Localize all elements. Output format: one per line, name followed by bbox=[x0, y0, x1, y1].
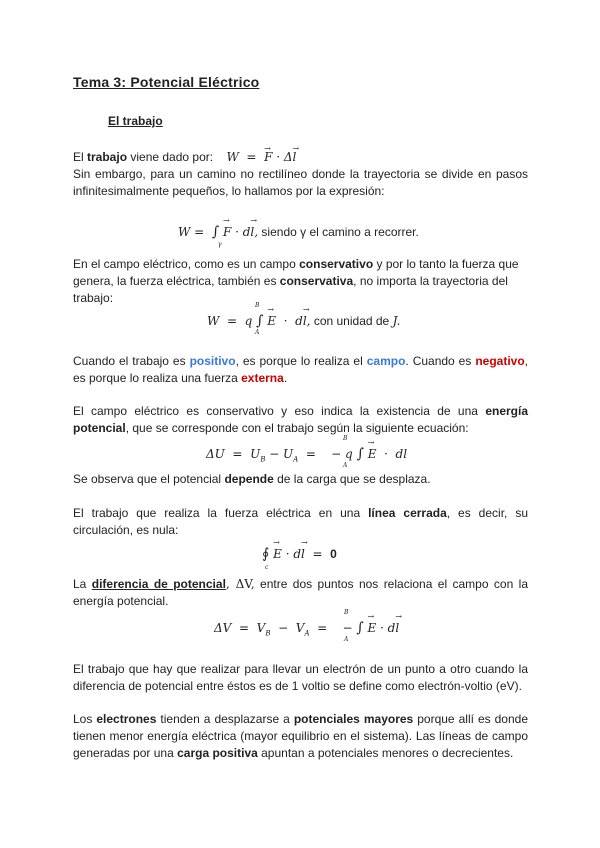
text: , no importa la trayectoria del bbox=[353, 274, 508, 288]
eq-rhs: → E · d→ l bbox=[367, 621, 399, 635]
text: , es porque lo realiza el bbox=[235, 354, 367, 368]
eq-rhs: → E · dl bbox=[368, 447, 407, 461]
text: . bbox=[283, 371, 288, 385]
equation-potential-energy bbox=[206, 435, 408, 469]
text: Cuando el trabajo es bbox=[73, 354, 190, 368]
paragraph-line bbox=[73, 505, 528, 522]
bold-term: potenciales mayores bbox=[293, 712, 414, 726]
equation-circulation bbox=[262, 546, 337, 571]
section-heading: El trabajo bbox=[108, 114, 163, 128]
integral-upper-limit: B bbox=[344, 609, 349, 616]
integral-lower-limit: A bbox=[343, 462, 348, 469]
symbol: , ΔV, bbox=[225, 577, 255, 591]
integral-upper-limit: B bbox=[255, 302, 260, 309]
paragraph-line: energía potencial. bbox=[73, 594, 169, 608]
text: y por lo tanto la fuerza que bbox=[373, 257, 519, 271]
subscript: B bbox=[265, 629, 271, 638]
text: tienden a desplazarse a bbox=[156, 712, 294, 726]
bold-term: potencial bbox=[73, 421, 126, 435]
bold-term: conservativa bbox=[279, 274, 354, 288]
text: . Cuando es bbox=[405, 354, 476, 368]
bold-underlined-term: diferencia de potencial bbox=[91, 577, 226, 591]
contour-integral-sign: ∮ bbox=[262, 546, 270, 562]
integral-lower-limit: γ bbox=[218, 241, 222, 248]
eq-lhs: $\Delta V = V_B - V_A$ = − bbox=[214, 621, 353, 638]
equation-work-integral bbox=[178, 224, 419, 248]
text: porque allí es donde bbox=[413, 712, 528, 726]
bold-term: electrones bbox=[96, 712, 157, 726]
integral-sign: ∫ bbox=[356, 446, 364, 462]
unit: J. bbox=[392, 314, 401, 328]
subscript: B bbox=[260, 455, 266, 464]
paragraph-line: Sin embargo, para un camino no rectilíneo donde la trayectoria se divide en pasos bbox=[73, 167, 528, 181]
eq-rhs: → E · d→ l, bbox=[267, 314, 310, 328]
eq-lhs: W = bbox=[178, 225, 205, 239]
bold-term: depende bbox=[224, 472, 274, 486]
integral-lower-limit: A bbox=[344, 636, 349, 643]
page-title: Tema 3: Potencial Eléctrico bbox=[73, 74, 260, 90]
eq-lhs: W = q bbox=[207, 314, 253, 328]
integral-sign: ∫ bbox=[256, 313, 264, 329]
text: apuntan a potenciales menores o decrecientes. bbox=[257, 746, 514, 760]
eq-text: siendo γ el camino a recorrer. bbox=[258, 225, 419, 239]
subscript: A bbox=[304, 629, 310, 638]
text: generadas por una bbox=[73, 746, 178, 760]
text: viene dado por: bbox=[127, 150, 214, 164]
paragraph-line bbox=[73, 273, 528, 290]
highlight-externa: externa bbox=[241, 371, 284, 385]
paragraph-line bbox=[73, 420, 528, 437]
integral-upper-limit: B bbox=[343, 435, 348, 442]
paragraph-trabajo-def bbox=[73, 149, 528, 166]
subscript: A bbox=[293, 455, 299, 464]
text: La bbox=[73, 577, 92, 591]
text: Los bbox=[73, 712, 97, 726]
eq-lhs: $\Delta U = U_B - U_A$ = − q bbox=[206, 447, 353, 464]
text: de la carga que se desplaza. bbox=[273, 472, 431, 486]
paragraph-line bbox=[73, 745, 528, 762]
text: Se observa que el potencial bbox=[73, 472, 225, 486]
highlight-positivo: positivo bbox=[189, 354, 236, 368]
equation-potential-difference bbox=[214, 609, 400, 643]
paragraph-line bbox=[73, 353, 528, 370]
integral-sign: ∫ bbox=[211, 224, 220, 240]
paragraph-line: trabajo: bbox=[73, 291, 114, 305]
bold-term: energía bbox=[485, 404, 528, 418]
text: En el campo eléctrico, como es un campo bbox=[73, 257, 300, 271]
paragraph-line: El trabajo que hay que realizar para llevar un electrón de un punto a otro cuando la bbox=[73, 662, 528, 676]
eq-rhs: → F · d→ l, bbox=[223, 225, 258, 239]
formula-work: W = → F · Δ→ l bbox=[226, 150, 296, 164]
bold-term: carga positiva bbox=[177, 746, 258, 760]
highlight-campo: campo bbox=[366, 354, 406, 368]
bold-term: trabajo bbox=[87, 150, 128, 164]
paragraph-line bbox=[73, 576, 528, 593]
text: entre dos puntos nos relaciona el campo con la bbox=[254, 577, 528, 591]
paragraph-line: tienen menor energía eléctrica (mayor equilibrio en el sistema). Las líneas de campo bbox=[73, 729, 528, 743]
integral-sign: ∫ bbox=[356, 620, 364, 636]
text: , bbox=[524, 354, 529, 368]
text: El bbox=[73, 150, 88, 164]
paragraph-line: circulación, es nula: bbox=[73, 523, 179, 537]
bold-term: conservativo bbox=[299, 257, 374, 271]
paragraph-line: diferencia de potencial entre éstos es de 1 voltio se define como electrón-voltio (eV). bbox=[73, 679, 522, 693]
paragraph-line bbox=[73, 370, 528, 387]
equation-work-field bbox=[207, 302, 401, 336]
text: El trabajo que realiza la fuerza eléctrica en una bbox=[73, 506, 369, 520]
paragraph-line: infinitesimalmente pequeños, lo hallamos por la expresión: bbox=[73, 184, 385, 198]
paragraph-line bbox=[73, 403, 528, 420]
integral-lower-limit: A bbox=[255, 329, 260, 336]
text: genera, la fuerza eléctrica, también es bbox=[73, 274, 280, 288]
eq-text: con unidad de bbox=[310, 314, 393, 328]
eq-rhs: → E · d→ l = 0 bbox=[273, 547, 337, 561]
paragraph-line bbox=[73, 471, 528, 488]
paragraph-line bbox=[73, 711, 528, 728]
integral-lower-limit: c bbox=[265, 564, 269, 571]
text: , que se corresponde con el trabajo según la siguiente ecuación: bbox=[125, 421, 469, 435]
bold-term: línea cerrada bbox=[368, 506, 447, 520]
highlight-negativo: negativo bbox=[475, 354, 525, 368]
text: , es decir, su bbox=[446, 506, 528, 520]
text: El campo eléctrico es conservativo y eso indica la existencia de una bbox=[73, 404, 486, 418]
paragraph-line bbox=[73, 256, 528, 273]
text: es porque lo realiza una fuerza bbox=[73, 371, 242, 385]
